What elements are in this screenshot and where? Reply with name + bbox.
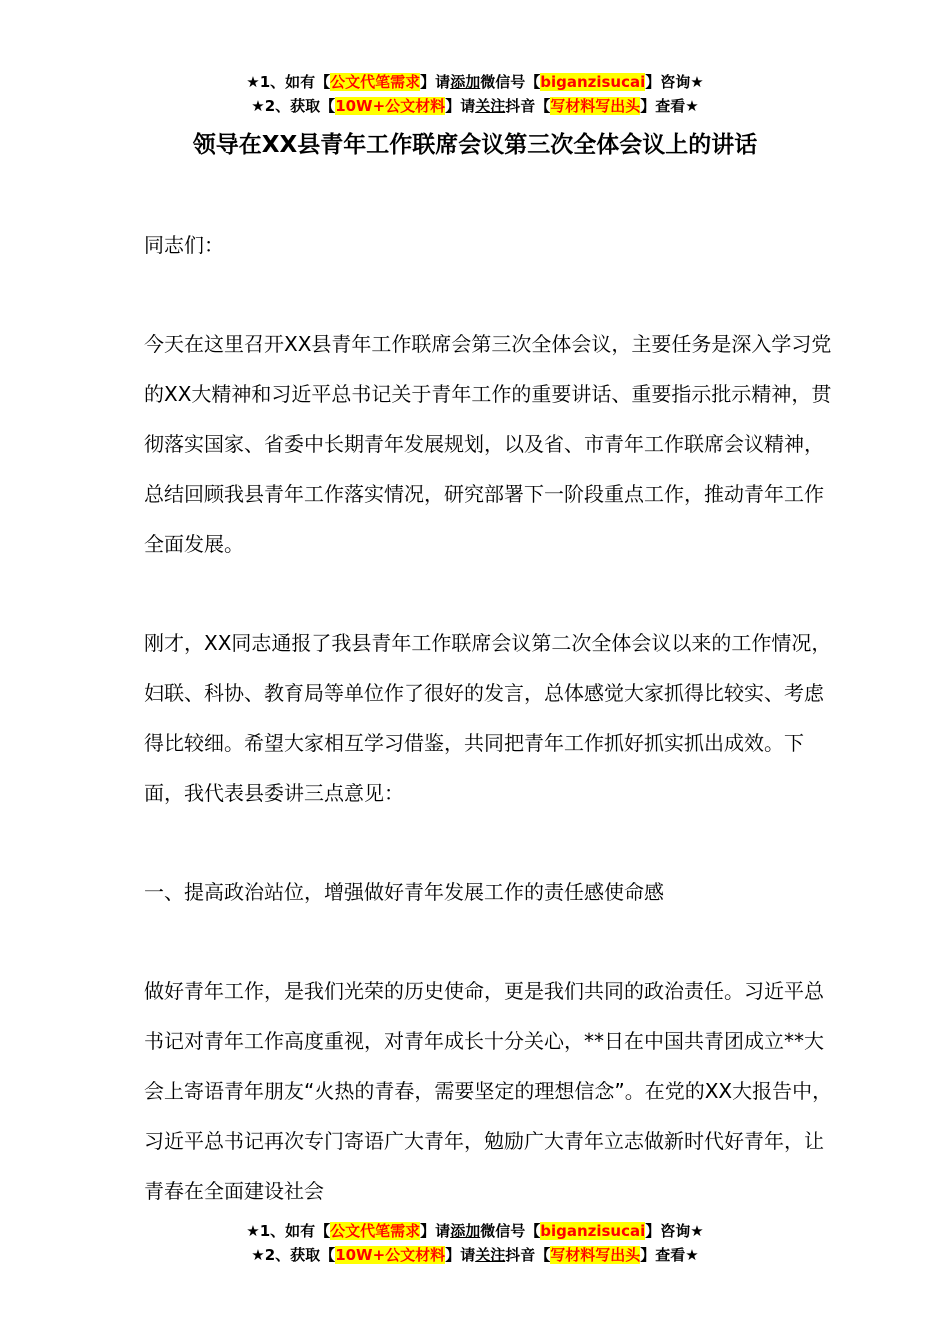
ad-text: 】查看★ [640, 1246, 699, 1264]
greeting: 同志们： [144, 233, 224, 257]
ad-text: ★2、获取【 [251, 1246, 336, 1264]
ad-highlight: 公文代笔需求 [330, 1222, 421, 1240]
ad-text: 微信号【 [480, 73, 541, 91]
ad-line-2 [0, 94, 950, 118]
ad-text: ★1、如有【 [246, 73, 331, 91]
ad-text: 】咨询★ [645, 73, 704, 91]
ad-text: 】咨询★ [645, 1222, 704, 1240]
ad-text: 】请 [445, 1246, 476, 1264]
ad-highlight: 10W+公文材料 [335, 97, 446, 115]
ad-text: 微信号【 [480, 1222, 541, 1240]
ad-text: 】请 [445, 97, 476, 115]
ad-text: ★2、获取【 [251, 97, 336, 115]
ad-highlight: biganzisucai [540, 73, 646, 91]
ad-line-1 [0, 1219, 950, 1243]
ad-underline: 添加 [450, 73, 481, 91]
document-title: 领导在XX县青年工作联席会议第三次全体会议上的讲话 [192, 132, 758, 158]
ad-highlight: 公文代笔需求 [330, 73, 421, 91]
ad-text: 】请 [420, 73, 451, 91]
ad-text: 】查看★ [640, 97, 699, 115]
ad-text: 抖音【 [505, 1246, 551, 1264]
ad-text: ★1、如有【 [246, 1222, 331, 1240]
ad-banner-top [0, 70, 950, 118]
ad-line-1 [0, 70, 950, 94]
ad-text: 】请 [420, 1222, 451, 1240]
section-heading: 一、提高政治站位，增强做好青年发展工作的责任感使命感 [144, 880, 664, 904]
ad-text: 抖音【 [505, 97, 551, 115]
paragraph-1: 今天在这里召开XX县青年工作联席会第三次全体会议，主要任务是深入学习党的XX大精神和习近平总书记关于青年工作的重要讲话、重要指示批示精神，贯彻落实国家、省委中长期青年发展规划，以及省、市青年工作联席会议精神，总结回顾我县青年工作落实情况，研究部署下一阶段重点工作，推动青年工作全面发展。 [144, 332, 832, 556]
paragraph-3: 做好青年工作，是我们光荣的历史使命，更是我们共同的政治责任。习近平总书记对青年工作高度重视，对青年成长十分关心，**日在中国共青团成立**大会上寄语青年朋友“火热的青春，需要坚定的理想信念”。在党的XX大报告中，习近平总书记再次专门寄语广大青年，勉励广大青年立志做新时代好青年，让青春在全面建设社会 [144, 979, 833, 1203]
ad-underline: 添加 [450, 1222, 481, 1240]
ad-underline: 关注 [475, 97, 506, 115]
ad-banner-bottom [0, 1219, 950, 1267]
ad-highlight: biganzisucai [540, 1222, 646, 1240]
ad-highlight: 写材料写出头 [550, 1246, 641, 1264]
ad-highlight: 写材料写出头 [550, 97, 641, 115]
ad-underline: 关注 [475, 1246, 506, 1264]
paragraph-2: 刚才，XX同志通报了我县青年工作联席会议第二次全体会议以来的工作情况，妇联、科协、教育局等单位作了很好的发言，总体感觉大家抓得比较实、考虑得比较细。希望大家相互学习借鉴，共同把青年工作抓好抓实抓出成效。下面，我代表县委讲三点意见： [144, 631, 832, 805]
ad-line-2 [0, 1243, 950, 1267]
ad-highlight: 10W+公文材料 [335, 1246, 446, 1264]
